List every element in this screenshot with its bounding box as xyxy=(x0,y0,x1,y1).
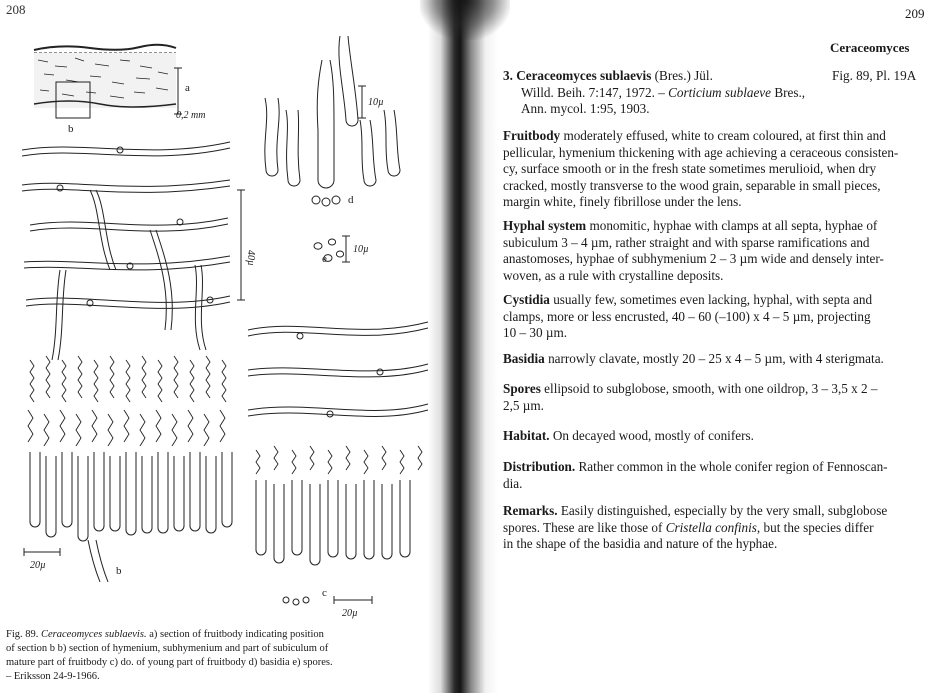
section-heading: Remarks. xyxy=(503,503,558,518)
page-number-left: 208 xyxy=(6,2,26,17)
section-cystidia xyxy=(503,292,928,342)
section-distribution xyxy=(503,459,928,492)
section-line: monomitic, hyphae with clamps at all septa, hyphae of xyxy=(589,218,878,233)
running-head: Ceraceomyces xyxy=(830,40,910,55)
figure-part-d xyxy=(265,36,400,206)
section-hyphal-system xyxy=(503,218,928,284)
entry-citation-2: Ann. mycol. 1:95, 1903. xyxy=(521,101,650,116)
section-line: pellicular, hymenium thickening with age achieving a ceraceous consisten- xyxy=(503,144,899,160)
caption-line1: a) section of fruitbody indicating position xyxy=(149,629,324,640)
page-number-right: 209 xyxy=(905,6,925,21)
caption-line2: of section b b) section of hymenium, subhymenium and part of subiculum of xyxy=(6,643,329,654)
section-line: ellipsoid to subglobose, smooth, with one oildrop, 3 – 3,5 x 2 – xyxy=(544,381,878,396)
section-heading: Habitat. xyxy=(503,428,550,443)
scale-bar-main xyxy=(237,190,245,300)
section-heading: Basidia xyxy=(503,351,545,366)
entry-synonym: Corticium sublaeve xyxy=(668,84,772,100)
label-d: d xyxy=(348,194,354,206)
entry-species-name: Ceraceomyces sublaevis xyxy=(516,68,652,83)
scale-a: 0,2 mm xyxy=(176,110,206,121)
section-line: anastomoses, hyphae of subhymenium 2 – 3 µm wide and densely inter- xyxy=(503,251,884,266)
section-spores xyxy=(503,381,928,414)
figure-part-e xyxy=(314,236,350,262)
entry-author: (Bres.) Jül. xyxy=(654,68,713,83)
figure-part-c xyxy=(248,322,428,605)
section-fruitbody xyxy=(503,128,928,211)
section-line: cy, surface smooth or in the fresh state sometimes merulioid, when dry xyxy=(503,161,877,176)
entry-number: 3. xyxy=(503,68,513,83)
caption-line4: – Eriksson 24-9-1966. xyxy=(6,671,100,682)
section-line: but the species differ xyxy=(763,519,874,535)
section-line: 10 – 30 µm. xyxy=(503,325,568,340)
entry-figure-reference: Fig. 89, Pl. 19A xyxy=(832,68,917,83)
section-heading: Spores xyxy=(503,381,541,396)
section-line: 2,5 µm. xyxy=(503,397,544,413)
label-e: e xyxy=(322,253,327,265)
section-habitat xyxy=(503,428,928,445)
section-line: clamps, more or less encrusted, 40 – 60 (–100) x 4 – 5 µm, projecting xyxy=(503,308,871,324)
section-line: moderately effused, white to cream coloured, at first thin and xyxy=(563,128,886,143)
section-line: narrowly clavate, mostly 20 – 25 x 4 – 5 µm, with 4 sterigmata. xyxy=(548,351,884,366)
section-heading: Cystidia xyxy=(503,292,550,307)
section-basidia xyxy=(503,351,928,368)
section-line: cracked, mostly transverse to the wood grain, separable in small pieces, xyxy=(503,177,881,193)
label-c: c xyxy=(322,587,327,599)
section-line: usually few, sometimes even lacking, hyphal, with septa and xyxy=(553,292,873,307)
book-gutter-shadow xyxy=(428,0,498,693)
section-line: woven, as a rule with crystalline deposits. xyxy=(503,267,724,283)
caption-line3: mature part of fruitbody c) do. of young part of fruitbody d) basidia e) spores. xyxy=(6,657,333,668)
figure-89-drawing xyxy=(0,0,448,625)
section-heading: Hyphal system xyxy=(503,218,587,233)
entry-citation xyxy=(503,85,928,118)
book-gutter-top-shadow xyxy=(420,0,510,40)
label-a: a xyxy=(185,82,190,94)
section-heading: Distribution. xyxy=(503,459,576,474)
section-line: spores. These are like those of xyxy=(503,519,663,535)
section-line: dia. xyxy=(503,475,523,491)
entry-synonym-author: Bres., xyxy=(774,84,806,100)
label-b-small: b xyxy=(68,123,74,135)
scale-e: 10µ xyxy=(353,244,369,255)
figure-caption xyxy=(6,628,426,684)
scale-c: 20µ xyxy=(342,608,358,619)
remarks-species-name: Cristella confinis, xyxy=(665,519,761,535)
section-line: Easily distinguished, especially by the very small, subglobose xyxy=(560,503,888,518)
left-page xyxy=(0,0,448,693)
scale-b: 20µ xyxy=(30,560,46,571)
figure-part-b xyxy=(22,142,232,582)
section-line: in the shape of the basidia and nature of the hyphae. xyxy=(503,536,778,551)
section-line: subiculum 3 – 4 µm, rather straight and with sparse ramifications and xyxy=(503,234,870,250)
figure-part-a xyxy=(34,45,182,118)
section-line: margin white, finely fibrillose under the lens. xyxy=(503,194,742,209)
caption-fig-number: Fig. 89. xyxy=(6,629,39,640)
section-heading: Fruitbody xyxy=(503,128,561,143)
section-line: On decayed wood, mostly of conifers. xyxy=(552,428,754,443)
caption-species: Ceraceomyces sublaevis. xyxy=(41,629,147,640)
label-b: b xyxy=(116,565,122,577)
section-remarks xyxy=(503,503,928,553)
scale-main: 40µ xyxy=(245,250,256,266)
section-line: Rather common in the whole conifer region of Fennoscan- xyxy=(578,459,888,474)
scale-d: 10µ xyxy=(368,97,384,108)
entry-citation-1: Willd. Beih. 7:147, 1972. – xyxy=(521,84,665,100)
